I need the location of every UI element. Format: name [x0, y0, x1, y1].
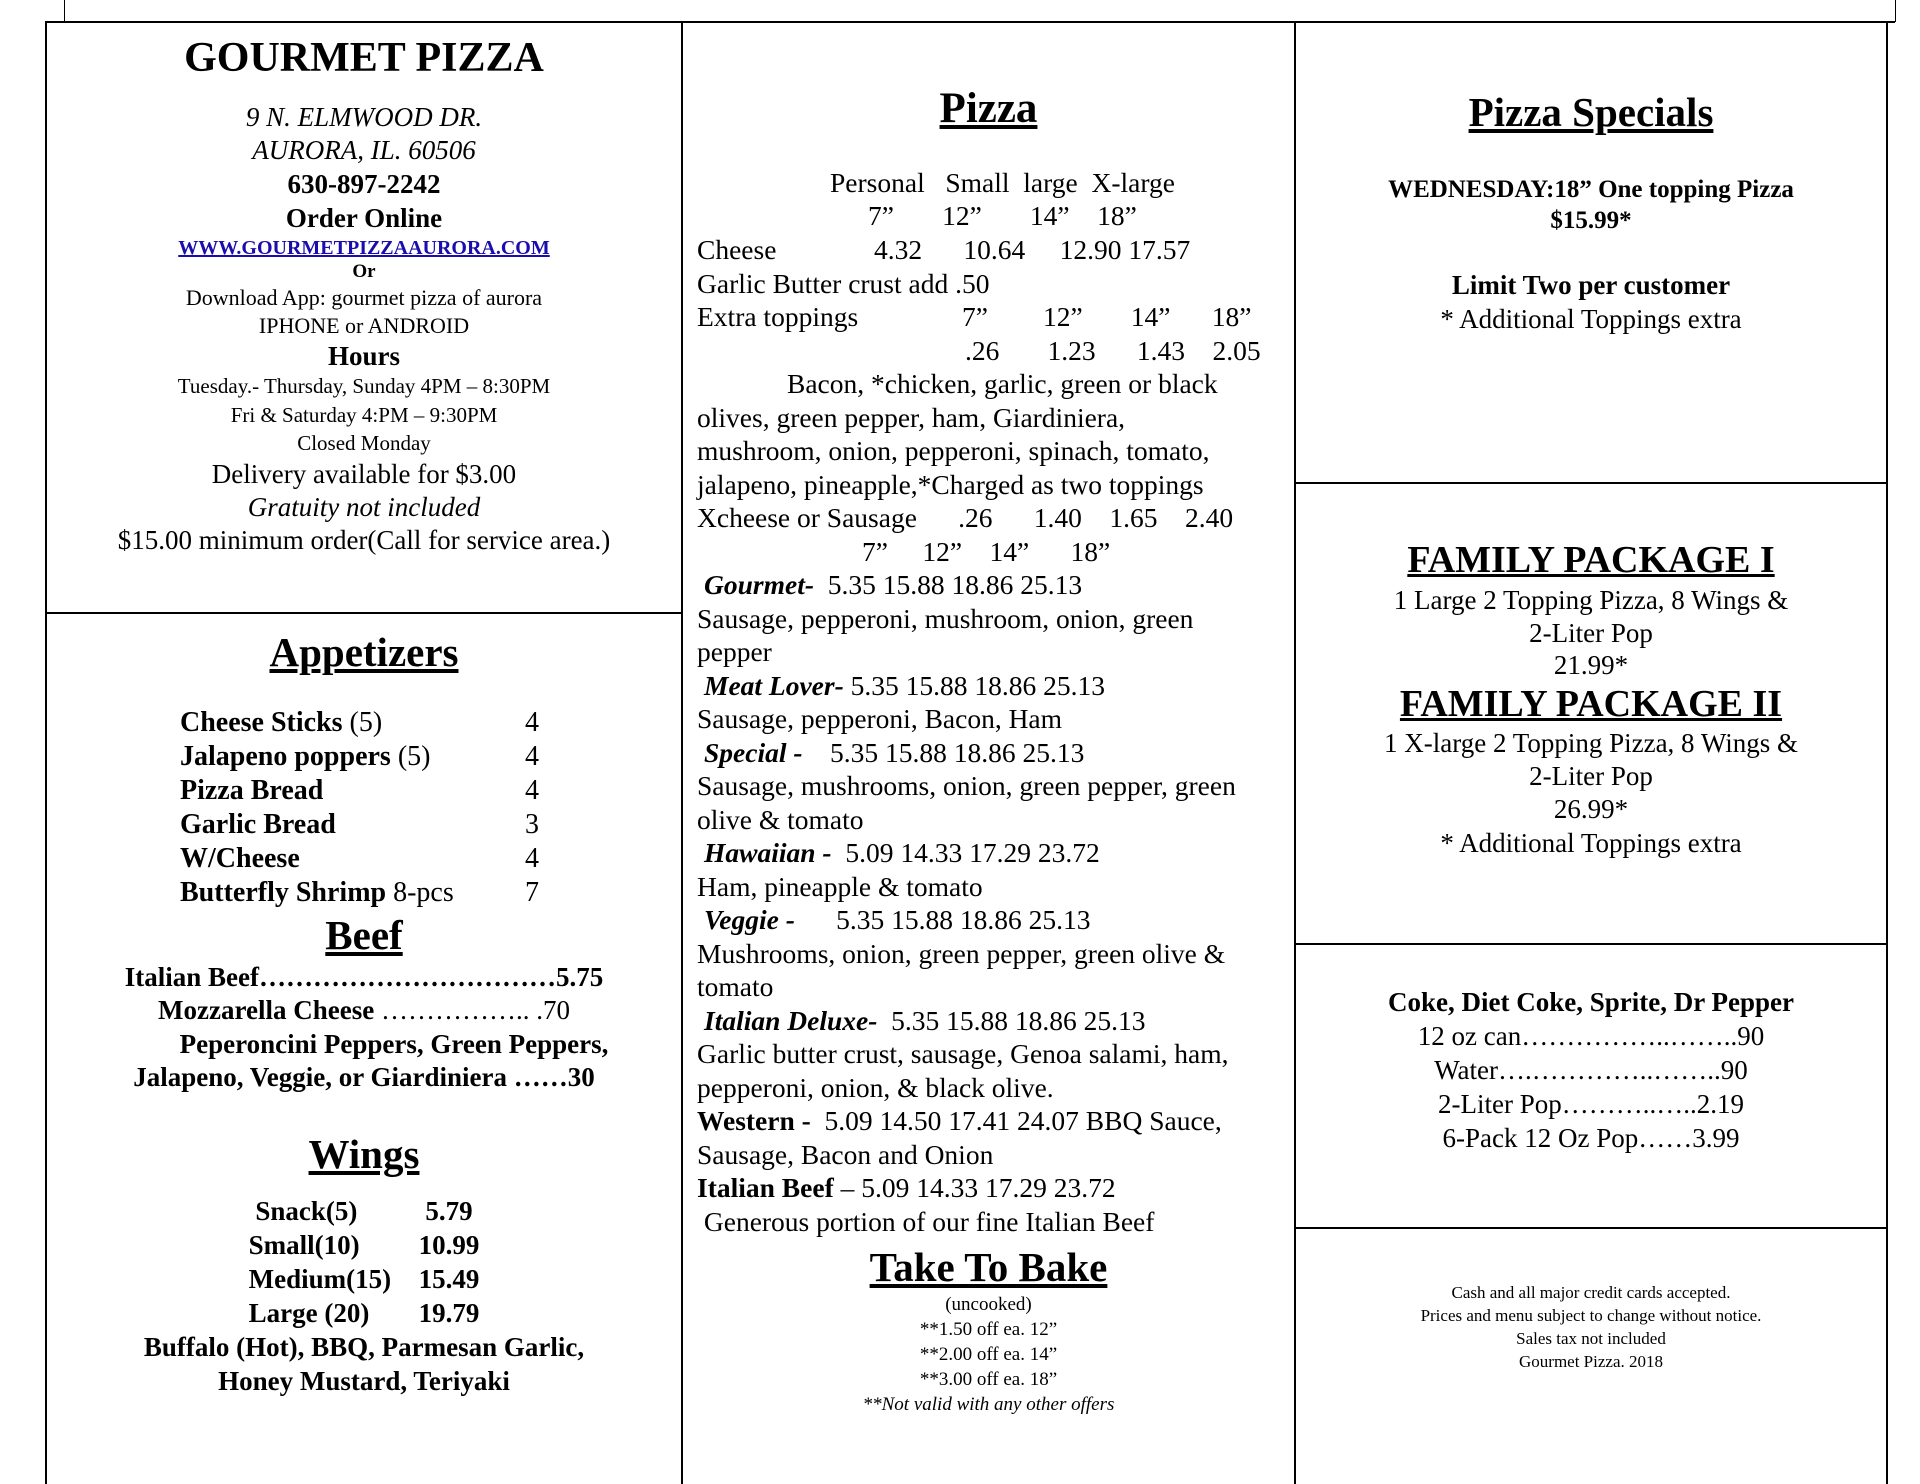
specialty-desc: Sausage, Bacon and Onion [697, 1139, 994, 1170]
specialty-desc: olive & tomato [697, 804, 864, 835]
header-divider [45, 612, 682, 614]
hours-title: Hours [327, 341, 400, 371]
garlic-crust-text: Garlic Butter crust add .50 [697, 268, 990, 299]
appetizer-item: Butterfly Shrimp 8-pcs 7 [180, 877, 539, 908]
appetizers-list [180, 706, 539, 910]
take-to-bake-title: Take To Bake [869, 1244, 1108, 1290]
wing-flavors-2: Honey Mustard, Teriyaki [218, 1366, 510, 1396]
appetizer-item: W/Cheese 4 [180, 843, 539, 874]
family-additional: * Additional Toppings extra [1440, 828, 1742, 858]
specials-divider [1294, 482, 1888, 484]
extra-toppings-label: Extra toppings [697, 301, 859, 332]
platforms-text: IPHONE or ANDROID [258, 313, 470, 338]
xcheese-line: Xcheese or Sausage .26 1.40 1.65 2.40 [697, 502, 1234, 533]
limit-text: Limit Two per customer [1451, 270, 1731, 300]
specialty-desc: Generous portion of our fine Italian Beef [697, 1206, 1155, 1237]
pizza-title: Pizza [939, 85, 1038, 132]
specialty-size-header: 7” 12” 14” 18” [862, 536, 1111, 567]
appetizer-item: Cheese Sticks (5) 4 [180, 707, 539, 738]
beef-title: Beef [325, 912, 403, 958]
cheese-pizza-label: Cheese [697, 234, 777, 265]
specialty-desc: pepperoni, onion, & black olive. [697, 1072, 1054, 1103]
wing-size: Small(10) 10.99 [248, 1230, 480, 1260]
drink-water: Water….…………..……..90 [1434, 1055, 1748, 1085]
toppings-line-2: olives, green pepper, ham, Giardiniera, [697, 402, 1126, 433]
right-rule [1886, 21, 1888, 1484]
footer-line-1: Cash and all major credit cards accepted. [1451, 1283, 1731, 1302]
bake-discount-1: **1.50 off ea. 12” [919, 1319, 1058, 1340]
footer-line-3: Sales tax not included [1516, 1329, 1666, 1348]
pizza-inch-header: 7” 12” 14” 18” [868, 200, 1137, 231]
appetizer-price: 4 [525, 707, 539, 738]
family-package-2-line-2: 2-Liter Pop [1529, 761, 1653, 791]
specialty-special: Special - 5.35 15.88 18.86 25.13 [704, 737, 1085, 768]
wing-flavors-1: Buffalo (Hot), BBQ, Parmesan Garlic, [143, 1332, 585, 1362]
specialty-desc: Mushrooms, onion, green pepper, green olive & [697, 938, 1226, 969]
appetizer-price: 4 [525, 843, 539, 874]
specialty-desc: Sausage, pepperoni, mushroom, onion, green [697, 603, 1194, 634]
footer-line-2: Prices and menu subject to change without notice. [1420, 1306, 1762, 1325]
wednesday-special: WEDNESDAY:18” One topping Pizza [1388, 176, 1794, 203]
specials-title: Pizza Specials [1468, 89, 1714, 135]
specialty-gourmet: Gourmet- 5.35 15.88 18.86 25.13 [704, 569, 1083, 600]
hours-line-3: Closed Monday [297, 431, 431, 455]
specialty-italian-beef: Italian Beef – 5.09 14.33 17.29 23.72 [697, 1172, 1116, 1203]
drink-two-liter: 2-Liter Pop………..…..2.19 [1438, 1089, 1744, 1119]
cheese-pizza-prices: 4.32 10.64 12.90 17.57 [874, 234, 1191, 265]
or-label: Or [352, 261, 376, 282]
hours-line-2: Fri & Saturday 4:PM – 9:30PM [230, 403, 498, 427]
address-line-1: 9 N. ELMWOOD DR. [245, 102, 483, 132]
beef-line-2: Mozzarella Cheese …………….. .70 [158, 995, 570, 1025]
footer-line-4: Gourmet Pizza. 2018 [1519, 1352, 1663, 1371]
drink-six-pack: 6-Pack 12 Oz Pop……3.99 [1442, 1123, 1740, 1153]
address-line-2: AURORA, IL. 60506 [252, 135, 476, 165]
download-app-text: Download App: gourmet pizza of aurora [185, 285, 543, 310]
beef-line-4: Jalapeno, Veggie, or Giardiniera ……30 [133, 1062, 595, 1092]
minimum-order-text: $15.00 minimum order(Call for service area.) [117, 525, 611, 555]
top-border-right [1895, 0, 1896, 22]
header-block [47, 30, 681, 557]
pizza-size-header: Personal Small large X-large [830, 167, 1175, 198]
drinks-title: Coke, Diet Coke, Sprite, Dr Pepper [1388, 987, 1794, 1017]
drinks-section [1296, 986, 1886, 1155]
drink-can: 12 oz can……………..……..90 [1417, 1021, 1765, 1051]
toppings-line-4: jalapeno, pineapple,*Charged as two toppings [697, 469, 1204, 500]
appetizers-title: Appetizers [269, 629, 459, 675]
top-rule [45, 21, 1895, 23]
appetizer-item: Jalapeno poppers (5) 4 [180, 741, 539, 772]
specialty-meat-lover: Meat Lover- 5.35 15.88 18.86 25.13 [704, 670, 1105, 701]
specials-additional: * Additional Toppings extra [1440, 304, 1742, 334]
restaurant-title: GOURMET PIZZA [184, 35, 544, 81]
appetizer-item: Garlic Bread 3 [180, 809, 539, 840]
family-package-1-title: FAMILY PACKAGE I [1407, 539, 1775, 581]
family-package-1-line-2: 2-Liter Pop [1529, 618, 1653, 648]
delivery-text: Delivery available for $3.00 [211, 459, 517, 489]
specialty-desc: Sausage, pepperoni, Bacon, Ham [697, 703, 1063, 734]
family-divider [1294, 943, 1887, 945]
wing-size: Snack(5) 5.79 [255, 1196, 473, 1226]
uncooked-label: (uncooked) [945, 1294, 1032, 1315]
drinks-divider [1294, 1227, 1887, 1229]
footer-section [1296, 1281, 1886, 1373]
family-package-2-line-1: 1 X-large 2 Topping Pizza, 8 Wings & [1384, 728, 1798, 758]
specialty-veggie: Veggie - 5.35 15.88 18.86 25.13 [704, 904, 1091, 935]
beef-line-3: Peperoncini Peppers, Green Peppers, [179, 1029, 609, 1059]
family-package-2-price: 26.99* [1553, 794, 1629, 824]
right-rule-stub [1887, 482, 1888, 572]
wing-size: Medium(15) 15.49 [248, 1264, 480, 1294]
family-packages-section [1296, 536, 1886, 860]
wings-section [47, 1128, 681, 1398]
specialty-desc: tomato [697, 971, 774, 1002]
beef-section [47, 910, 681, 1094]
appetizer-price: 3 [525, 809, 539, 840]
family-package-1-line-1: 1 Large 2 Topping Pizza, 8 Wings & [1393, 585, 1789, 615]
toppings-line-1: Bacon, *chicken, garlic, green or black [787, 368, 1218, 399]
appetizer-item: Pizza Bread 4 [180, 775, 539, 806]
order-online-label: Order Online [285, 203, 443, 233]
appetizer-price: 4 [525, 775, 539, 806]
wing-size: Large (20) 19.79 [248, 1298, 480, 1328]
specialty-desc: Garlic butter crust, sausage, Genoa salami, ham, [697, 1038, 1229, 1069]
phone-number[interactable]: 630-897-2242 [287, 169, 441, 199]
website-link[interactable]: WWW.GOURMETPIZZAAURORA.COM [178, 237, 550, 259]
hours-line-1: Tuesday.- Thursday, Sunday 4PM – 8:30PM [177, 374, 551, 398]
specials-section [1296, 86, 1886, 336]
take-to-bake-section [683, 1242, 1294, 1418]
gratuity-text: Gratuity not included [247, 492, 481, 522]
specialty-italian-deluxe: Italian Deluxe- 5.35 15.88 18.86 25.13 [704, 1005, 1146, 1036]
specialty-desc: Sausage, mushrooms, onion, green pepper, green [697, 770, 1236, 801]
family-package-1-price: 21.99* [1553, 650, 1629, 680]
appetizer-price: 4 [525, 741, 539, 772]
wednesday-price: $15.99* [1550, 207, 1632, 234]
wings-title: Wings [308, 1131, 420, 1177]
extra-toppings-sizes: 7” 12” 14” 18” [962, 301, 1252, 332]
family-package-2-title: FAMILY PACKAGE II [1399, 683, 1783, 725]
toppings-line-3: mushroom, onion, pepperoni, spinach, tomato, [697, 435, 1210, 466]
top-border-left [64, 0, 65, 22]
beef-line-1: Italian Beef……………………………5.75 [124, 962, 604, 992]
bake-discount-2: **2.00 off ea. 14” [919, 1344, 1058, 1365]
specialty-desc: pepper [697, 636, 772, 667]
extra-toppings-prices: .26 1.23 1.43 2.05 [965, 335, 1261, 366]
bake-discount-3: **3.00 off ea. 18” [919, 1369, 1058, 1390]
bake-note: **Not valid with any other offers [862, 1394, 1115, 1415]
specialty-western: Western - 5.09 14.50 17.41 24.07 BBQ Sauce, [697, 1105, 1222, 1136]
specialty-hawaiian: Hawaiian - 5.09 14.33 17.29 23.72 [704, 837, 1100, 868]
appetizer-price: 7 [525, 877, 539, 908]
specialty-desc: Ham, pineapple & tomato [697, 871, 983, 902]
